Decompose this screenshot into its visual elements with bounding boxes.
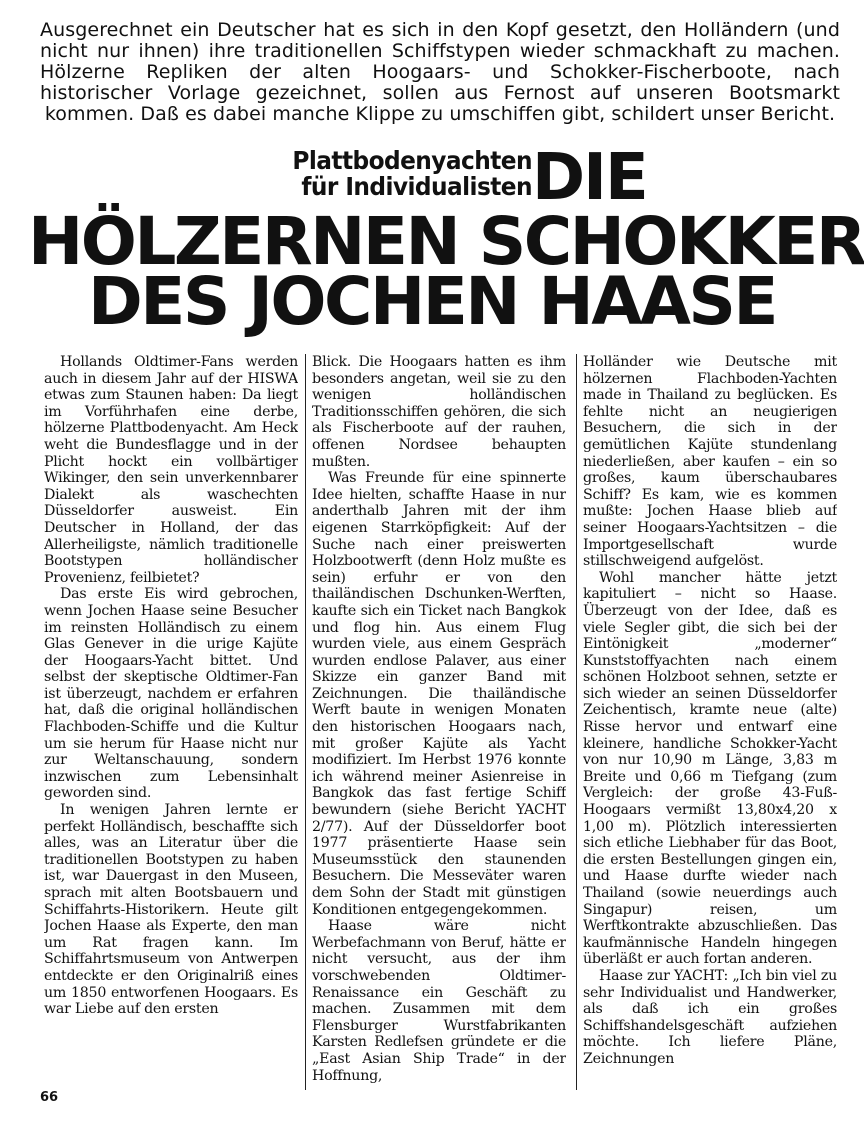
paragraph: Blick. Die Hoogaars hatten es ihm besonders angetan, weil sie zu den wenigen holländischen Traditionsschiffen gehören, die sich als Fischerboote auf der rauhen, offenen Nordsee behaupten mußten.	[312, 354, 566, 470]
column-divider	[576, 354, 577, 1090]
paragraph: Wohl mancher hätte jetzt kapituliert – nicht so Haase. Überzeugt von der Idee, daß es viele Segler gibt, die sich bei der Eintönigkeit „moderner“ Kunststoffyachten nach einem schönen Holzboot sehnen, setzte er sich wieder an seinen Düsseldorfer Zeichentisch, kramte neue (alte) Risse hervor und entwarf eine kleinere, handliche Schokker-Yacht von nur 10,90 m Länge, 3,83 m Breite und 0,66 m Tiefgang (zum Vergleich: der große 43-Fuß-Hoogaars vermißt 13,80x4,20 x 1,00 m). Plötzlich interessierten sich etliche Liebhaber für das Boot, die ersten Bestellungen gingen ein, und Haase durfte wieder nach Thailand (sowie neuerdings auch Singapur) reisen, um Werftkontrakte abzuschließen. Das kaufmännische Handeln hingegen überläßt er auch fortan anderen.	[583, 569, 837, 968]
paragraph: In wenigen Jahren lernte er perfekt Holländisch, beschaffte sich alles, was an Literatur über die traditionellen Bootstypen zu haben ist, war Dauergast in den Museen, sprach mit alten Bootsbauern und Schiffahrts-Historikern. Heute gilt Jochen Haase als Experte, den man um Rat fragen kann. Im Schiffahrtsmuseum von Antwerpen entdeckte er den Originalriß eines um 1850 entworfenen Hoogaars. Es war Liebe auf den ersten	[44, 802, 298, 1018]
article-body	[44, 354, 836, 1090]
column-divider	[305, 354, 306, 1090]
headline-line-2: HÖLZERNEN SCHOKKER	[28, 203, 864, 280]
column-2	[312, 354, 566, 1090]
headline-line-3: DES JOCHEN HAASE	[87, 263, 777, 340]
paragraph: Hollands Oldtimer-Fans werden auch in diesem Jahr auf der HISWA etwas zum Staunen haben: Da liegt im Vorführhafen eine derbe, hölzerne Plattbodenyacht. Am Heck weht die Bundesflagge und in der Plicht hockt ein vollbärtiger Wikinger, den sein unverkennbarer Dialekt als waschechten Düsseldorfer ausweist. Ein Deutscher in Holland, der das Allerheiligste, nämlich traditionelle Bootstypen holländischer Provenienz, feilbietet?	[44, 354, 298, 586]
kicker-line-1: Plattbodenyachten	[292, 146, 532, 175]
headline-die: DIE	[532, 141, 647, 215]
paragraph: Haase wäre nicht Werbefachmann von Beruf, hätte er nicht versucht, aus der ihm vorschwebenden Oldtimer-Renaissance ein Geschäft zu machen. Zusammen mit dem Flensburger Wurstfabrikanten Karsten Redlefsen gründete er die „East Asian Ship Trade“ in der Hoffnung,	[312, 918, 566, 1084]
paragraph: Holländer wie Deutsche mit hölzernen Flachboden-Yachten made in Thailand zu beglücken. Es fehlte nicht an neugierigen Besuchern, die sich in der gemütlichen Kajüte stundenlang niederließen, aber kaufen – ein so großes, kaum überschaubares Schiff? Es kam, wie es kommen mußte: Jochen Haase blieb auf seiner Hoogaars-Yachtsitzen – die Importgesellschaft wurde stillschweigend aufgelöst.	[583, 354, 837, 570]
paragraph: Was Freunde für eine spinnerte Idee hielten, schaffte Haase in nur anderthalb Jahren mit der ihm eigenen Starrköpfigkeit: Auf der Suche nach einer preiswerten Holzbootwerft (denn Holz mußte es sein) erfuhr er von den thailändischen Dschunken-Werften, kaufte sich ein Ticket nach Bangkok und flog hin. Aus einem Flug wurden viele, aus einem Gespräch wurden endlose Palaver, aus einer Skizze ein ganzer Band mit Zeichnungen. Die thailändische Werft baute in wenigen Monaten den historischen Hoogaars nach, mit großer Kajüte als Yacht modifiziert. Im Herbst 1976 konnte ich während meiner Asienreise in Bangkok das fast fertige Schiff bewundern (siehe Bericht YACHT 2/77). Auf der Düsseldorfer boot 1977 präsentierte Haase sein Museumsstück den staunenden Besuchern. Die Messeväter waren dem Sohn der Stadt mit günstigen Konditionen entgegengekommen.	[312, 470, 566, 918]
kicker-line-2: für Individualisten	[301, 172, 532, 201]
lead-paragraph: Ausgerechnet ein Deutscher hat es sich in den Kopf gesetzt, den Holländern (und nicht nur ihnen) ihre traditionellen Schiffstypen wieder schmackhaft zu machen. Hölzerne Repliken der alten Hoogaars- und Schokker-Fischerboote, nach historischer Vorlage gezeichnet, sollen aus Fernost auf unseren Bootsmarkt kommen. Daß es dabei manche Klippe zu umschiffen gibt, schildert unser Bericht.	[40, 19, 840, 125]
paragraph: Haase zur YACHT: „Ich bin viel zu sehr Individualist und Handwerker, als daß ich ein großes Schiffshandelsgeschäft aufziehen möchte. Ich liefere Pläne, Zeichnungen	[583, 967, 837, 1067]
column-3	[583, 354, 837, 1090]
column-1	[44, 354, 298, 1090]
kicker	[253, 148, 532, 200]
paragraph: Das erste Eis wird gebrochen, wenn Jochen Haase seine Besucher im reinsten Holländisch zu einem Glas Genever in die urige Kajüte der Hoogaars-Yacht bittet. Und selbst der skeptische Oldtimer-Fan ist überzeugt, nachdem er erfahren hat, daß die original holländischen Flachboden-Schiffe und die Kultur um sie herum für Haase nicht nur zur Weltanschauung, sondern inzwischen zum Lebensinhalt geworden sind.	[44, 586, 298, 802]
page-number: 66	[40, 1090, 59, 1105]
